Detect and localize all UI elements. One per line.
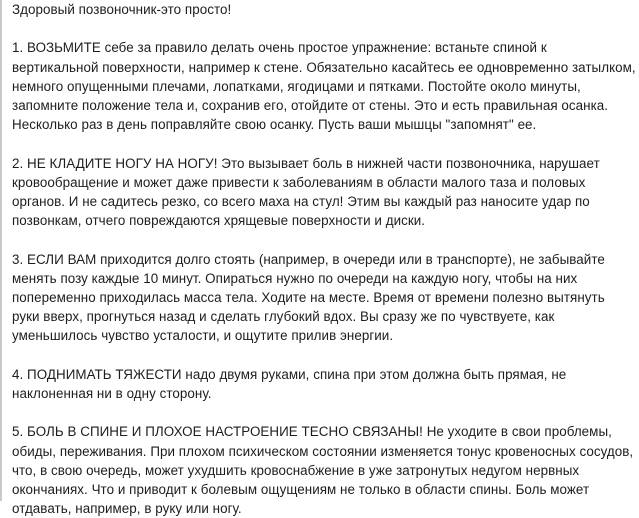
paragraph-1: 1. ВОЗЬМИТЕ себе за правило делать очень простое упражнение: встаньте спиной к вертикальной поверхности, например к стене. Обязательно касайтесь ее одновременно затылком, немного опущенными плечами, лопатками, ягодицами и пятками. Постойте около минуты, запомните положение тела и, сохранив его, отойдите от стены. Это и есть правильная осанка. Несколько раз в день поправляйте свою осанку. Пусть ваши мышцы "запомнят" ее. [12,40,636,133]
article-title: Здоровый позвоночник-это просто! [12,2,232,17]
paragraph-2: 2. НЕ КЛАДИТЕ НОГУ НА НОГУ! Это вызывает боль в нижней части позвоночника, нарушает кровообращение и может даже привести к заболеваниям в области малого таза и половых органов. И не садитесь резко, со всего маха на стул! Этим вы каждый раз наносите удар по позвонкам, отчего повреждаются хрящевые поверхности и диски. [12,155,600,229]
article-body [12,0,636,518]
paragraph-5: 5. БОЛЬ В СПИНЕ И ПЛОХОЕ НАСТРОЕНИЕ ТЕСНО СВЯЗАНЫ! Не уходите в свои проблемы, обиды, переживания. При плохом психическом состоянии изменяется тонус кровеносных сосудов, что, в свою очередь, может ухудшить кровоснабжение в уже затронутых недугом нервных окончаниях. Что и приводит к болевым ощущениям не только в области спины. Боль может отдавать, например, в руку или ногу. [12,424,634,517]
paragraph-3: 3. ЕСЛИ ВАМ приходится долго стоять (например, в очереди или в транспорте), не забывайте менять позу каждые 10 минут. Опираться нужно по очереди на каждую ногу, чтобы на них попеременно приходилась масса тела. Ходите на месте. Время от времени полезно вытянуть руки вверх, прогнуться назад и сделать глубокий вдох. Вы сразу же по чувствуете, как уменьшилось чувство усталости, и ощутите прилив энергии. [12,251,605,344]
paragraph-4: 4. ПОДНИМАТЬ ТЯЖЕСТИ надо двумя руками, спина при этом должна быть прямая, не наклоненная ни в одну сторону. [12,366,567,401]
